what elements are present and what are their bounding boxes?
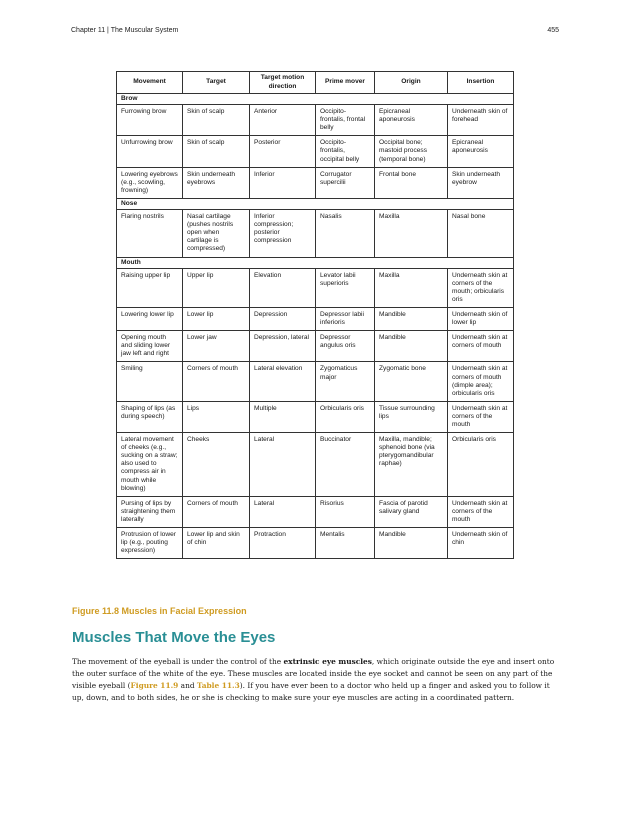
cell-target: Upper lip: [183, 268, 250, 307]
section-row: [117, 257, 514, 268]
cell-direction: Depression, lateral: [250, 331, 316, 362]
cell-prime-mover: Zygomaticus major: [316, 362, 375, 401]
cell-target: Lower lip and skin of chin: [183, 528, 250, 559]
cell-movement: Lateral movement of cheeks (e.g., sucking on a straw; also used to compress air in mouth while blowing): [117, 433, 183, 497]
chapter-title: Chapter 11 | The Muscular System: [71, 27, 179, 34]
cell-target: Skin of scalp: [183, 105, 250, 136]
figure-caption: Figure 11.8 Muscles in Facial Expression: [72, 606, 247, 616]
cell-origin: Tissue surrounding lips: [375, 401, 448, 432]
cell-movement: Protrusion of lower lip (e.g., pouting expression): [117, 528, 183, 559]
cell-movement: Unfurrowing brow: [117, 136, 183, 167]
table-row: [117, 268, 514, 307]
cell-prime-mover: Depressor labii inferioris: [316, 307, 375, 330]
cell-movement: Smiling: [117, 362, 183, 401]
cell-prime-mover: Levator labii superioris: [316, 268, 375, 307]
table-body: [117, 94, 514, 559]
cell-direction: Inferior compression; posterior compression: [250, 210, 316, 257]
cell-origin: Epicraneal aponeurosis: [375, 105, 448, 136]
section-row: [117, 94, 514, 105]
cell-insertion: Underneath skin of lower lip: [448, 307, 514, 330]
cell-movement: Opening mouth and sliding lower jaw left and right: [117, 331, 183, 362]
table-row: [117, 105, 514, 136]
cell-origin: Occipital bone; mastoid process (temporal bone): [375, 136, 448, 167]
cell-insertion: Underneath skin at corners of mouth (dimple area); orbicularis oris: [448, 362, 514, 401]
table-row: [117, 136, 514, 167]
table-row: [117, 307, 514, 330]
section-label: Mouth: [117, 257, 514, 268]
cell-insertion: Underneath skin at corners of mouth: [448, 331, 514, 362]
cell-prime-mover: Risorius: [316, 496, 375, 527]
table-row: [117, 433, 514, 497]
table-header-row: [117, 72, 514, 94]
cell-movement: Pursing of lips by straightening them laterally: [117, 496, 183, 527]
cell-target: Nasal cartilage (pushes nostrils open when cartilage is compressed): [183, 210, 250, 257]
cell-direction: Inferior: [250, 167, 316, 198]
figure-link[interactable]: Figure 11.9: [130, 681, 179, 690]
column-header-prime-mover: Prime mover: [316, 72, 375, 94]
column-header-direction: Target motion direction: [250, 72, 316, 94]
cell-direction: Posterior: [250, 136, 316, 167]
cell-movement: Furrowing brow: [117, 105, 183, 136]
cell-target: Skin underneath eyebrows: [183, 167, 250, 198]
cell-origin: Mandible: [375, 307, 448, 330]
running-head: [71, 27, 559, 37]
cell-target: Cheeks: [183, 433, 250, 497]
cell-prime-mover: Mentalis: [316, 528, 375, 559]
cell-insertion: Underneath skin at corners of the mouth; orbicularis oris: [448, 268, 514, 307]
cell-prime-mover: Orbicularis oris: [316, 401, 375, 432]
cell-target: Skin of scalp: [183, 136, 250, 167]
cell-direction: Depression: [250, 307, 316, 330]
cell-direction: Elevation: [250, 268, 316, 307]
cell-direction: Anterior: [250, 105, 316, 136]
cell-direction: Lateral: [250, 433, 316, 497]
cell-insertion: Underneath skin at corners of the mouth: [448, 401, 514, 432]
cell-movement: Lowering eyebrows (e.g., scowling, frowning): [117, 167, 183, 198]
cell-movement: Shaping of lips (as during speech): [117, 401, 183, 432]
cell-origin: Maxilla: [375, 210, 448, 257]
cell-prime-mover: Depressor angulus oris: [316, 331, 375, 362]
paragraph-text: , which originate outside the eye and insert onto the outer surface of the white of the eye. These muscles are located inside the eye socket and cannot be seen on any part of the visible eyeball (: [72, 657, 555, 690]
cell-prime-mover: Nasalis: [316, 210, 375, 257]
section-label: Brow: [117, 94, 514, 105]
cell-target: Lower lip: [183, 307, 250, 330]
cell-movement: Flaring nostrils: [117, 210, 183, 257]
cell-movement: Raising upper lip: [117, 268, 183, 307]
cell-prime-mover: Buccinator: [316, 433, 375, 497]
paragraph-text: The movement of the eyeball is under the control of the: [72, 657, 284, 666]
cell-direction: Lateral elevation: [250, 362, 316, 401]
cell-direction: Lateral: [250, 496, 316, 527]
section-row: [117, 198, 514, 209]
key-term: extrinsic eye muscles: [283, 657, 372, 666]
cell-origin: Frontal bone: [375, 167, 448, 198]
paragraph-text: and: [178, 681, 197, 690]
cell-insertion: Orbicularis oris: [448, 433, 514, 497]
cell-insertion: Underneath skin at corners of the mouth: [448, 496, 514, 527]
section-label: Nose: [117, 198, 514, 209]
table-row: [117, 362, 514, 401]
table-row: [117, 528, 514, 559]
table-row: [117, 496, 514, 527]
cell-target: Corners of mouth: [183, 362, 250, 401]
cell-insertion: Epicraneal aponeurosis: [448, 136, 514, 167]
cell-direction: Protraction: [250, 528, 316, 559]
cell-insertion: Underneath skin of chin: [448, 528, 514, 559]
cell-prime-mover: Occipito-frontalis, occipital belly: [316, 136, 375, 167]
cell-prime-mover: Occipito-frontalis, frontal belly: [316, 105, 375, 136]
cell-origin: Maxilla, mandible; sphenoid bone (via pterygomandibular raphae): [375, 433, 448, 497]
cell-prime-mover: Corrugator supercilii: [316, 167, 375, 198]
cell-target: Lips: [183, 401, 250, 432]
cell-origin: Mandible: [375, 331, 448, 362]
table-row: [117, 210, 514, 257]
table-row: [117, 331, 514, 362]
cell-insertion: Nasal bone: [448, 210, 514, 257]
facial-muscles-table: [116, 71, 514, 559]
body-paragraph: [72, 656, 558, 704]
cell-insertion: Underneath skin of forehead: [448, 105, 514, 136]
cell-origin: Maxilla: [375, 268, 448, 307]
cell-target: Corners of mouth: [183, 496, 250, 527]
table-link[interactable]: Table 11.3: [196, 681, 240, 690]
cell-origin: Fascia of parotid salivary gland: [375, 496, 448, 527]
page-number: 455: [547, 27, 559, 34]
column-header-target: Target: [183, 72, 250, 94]
cell-direction: Multiple: [250, 401, 316, 432]
table-row: [117, 167, 514, 198]
cell-origin: Zygomatic bone: [375, 362, 448, 401]
column-header-origin: Origin: [375, 72, 448, 94]
cell-movement: Lowering lower lip: [117, 307, 183, 330]
paragraph-text: ). If you have ever been to a doctor who held up a finger and asked you to follow it up, down, and to both sides, he or she is checking to make sure your eye muscles are acting in a coordinated pattern.: [72, 681, 550, 702]
cell-target: Lower jaw: [183, 331, 250, 362]
table-row: [117, 401, 514, 432]
cell-origin: Mandible: [375, 528, 448, 559]
column-header-insertion: Insertion: [448, 72, 514, 94]
section-heading: Muscles That Move the Eyes: [72, 629, 276, 646]
cell-insertion: Skin underneath eyebrow: [448, 167, 514, 198]
column-header-movement: Movement: [117, 72, 183, 94]
